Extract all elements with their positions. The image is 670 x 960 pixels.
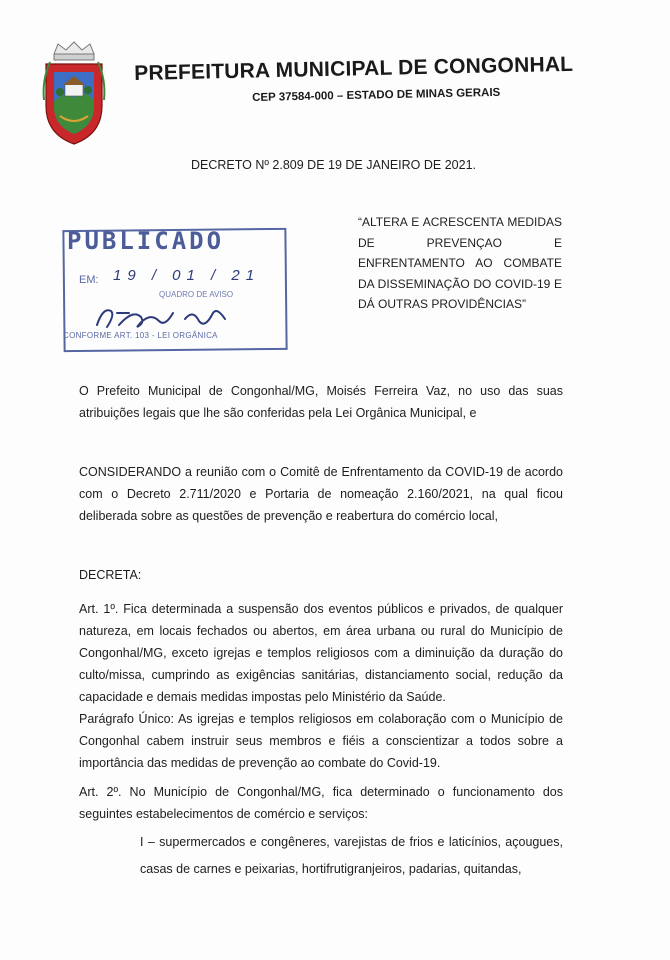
decree-ementa: “ALTERA E ACRESCENTA MEDIDAS DE PREVENÇAO E ENFRENTAMENTO AO COMBATE DA DISSEMINAÇÃO DO COVID-19 E DÁ OUTRAS PROVIDÊNCIAS” — [358, 215, 562, 311]
decreta-heading: DECRETA: — [79, 568, 142, 582]
prefeitura-subtitle: CEP 37584-000 – ESTADO DE MINAS GERAIS — [252, 86, 501, 104]
signature-icon — [89, 303, 249, 333]
stamp-date: 19 / 01 / 21 — [113, 267, 261, 284]
intro-paragraph: O Prefeito Municipal de Congonhal/MG, Moisés Ferreira Vaz, no uso das suas atribuições legais que lhe são conferidas pela Lei Orgânica Municipal, e — [79, 384, 563, 420]
article-2: Art. 2º. No Município de Congonhal/MG, fica determinado o funcionamento dos seguintes estabelecimentos de comércio e serviços: — [79, 785, 563, 821]
coat-of-arms-icon — [38, 40, 110, 150]
stamp-word: PUBLICADO — [67, 227, 225, 255]
stamp-em-label: EM: — [79, 274, 99, 286]
stamp-footer: CONFORME ART. 103 - LEI ORGÂNICA — [63, 331, 218, 340]
article-1: Art. 1º. Fica determinada a suspensão dos eventos públicos e privados, de qualquer natureza, em locais fechados ou abertos, em área urbana ou rural do Município de Congonhal/MG, exceto igrejas e templos religiosos com a diminuição da duração do culto/missa, cumprindo as exigências sanitárias, distanciamento social, redução da capacidade e demais medidas impostas pelo Ministério da Saúde. — [79, 602, 563, 704]
article-2-item-1: I – supermercados e congêneres, varejistas de frios e laticínios, açougues, casas de carnes e peixarias, hortifrutigranjeiros, padarias, quitandas, — [140, 835, 563, 876]
paragrafo-unico: Parágrafo Único: As igrejas e templos religiosos em colaboração com o Município de Congonhal cabem instruir seus membros e fiéis a conscientizar a todos sobre a importância das medidas de prevenção ao combate do Covid-19. — [79, 712, 563, 770]
stamp-mid-text: QUADRO DE AVISO — [159, 290, 234, 299]
publicado-stamp — [59, 223, 288, 353]
decree-number: DECRETO Nº 2.809 DE 19 DE JANEIRO DE 2021. — [191, 158, 476, 172]
prefeitura-title: PREFEITURA MUNICIPAL DE CONGONHAL — [134, 52, 574, 85]
considerando-paragraph: CONSIDERANDO a reunião com o Comitê de Enfrentamento da COVID-19 de acordo com o Decreto 2.711/2020 e Portaria de nomeação 2.160/2021, na qual ficou deliberada sobre as questões de prevenção e reabertura do comércio local, — [79, 465, 563, 523]
